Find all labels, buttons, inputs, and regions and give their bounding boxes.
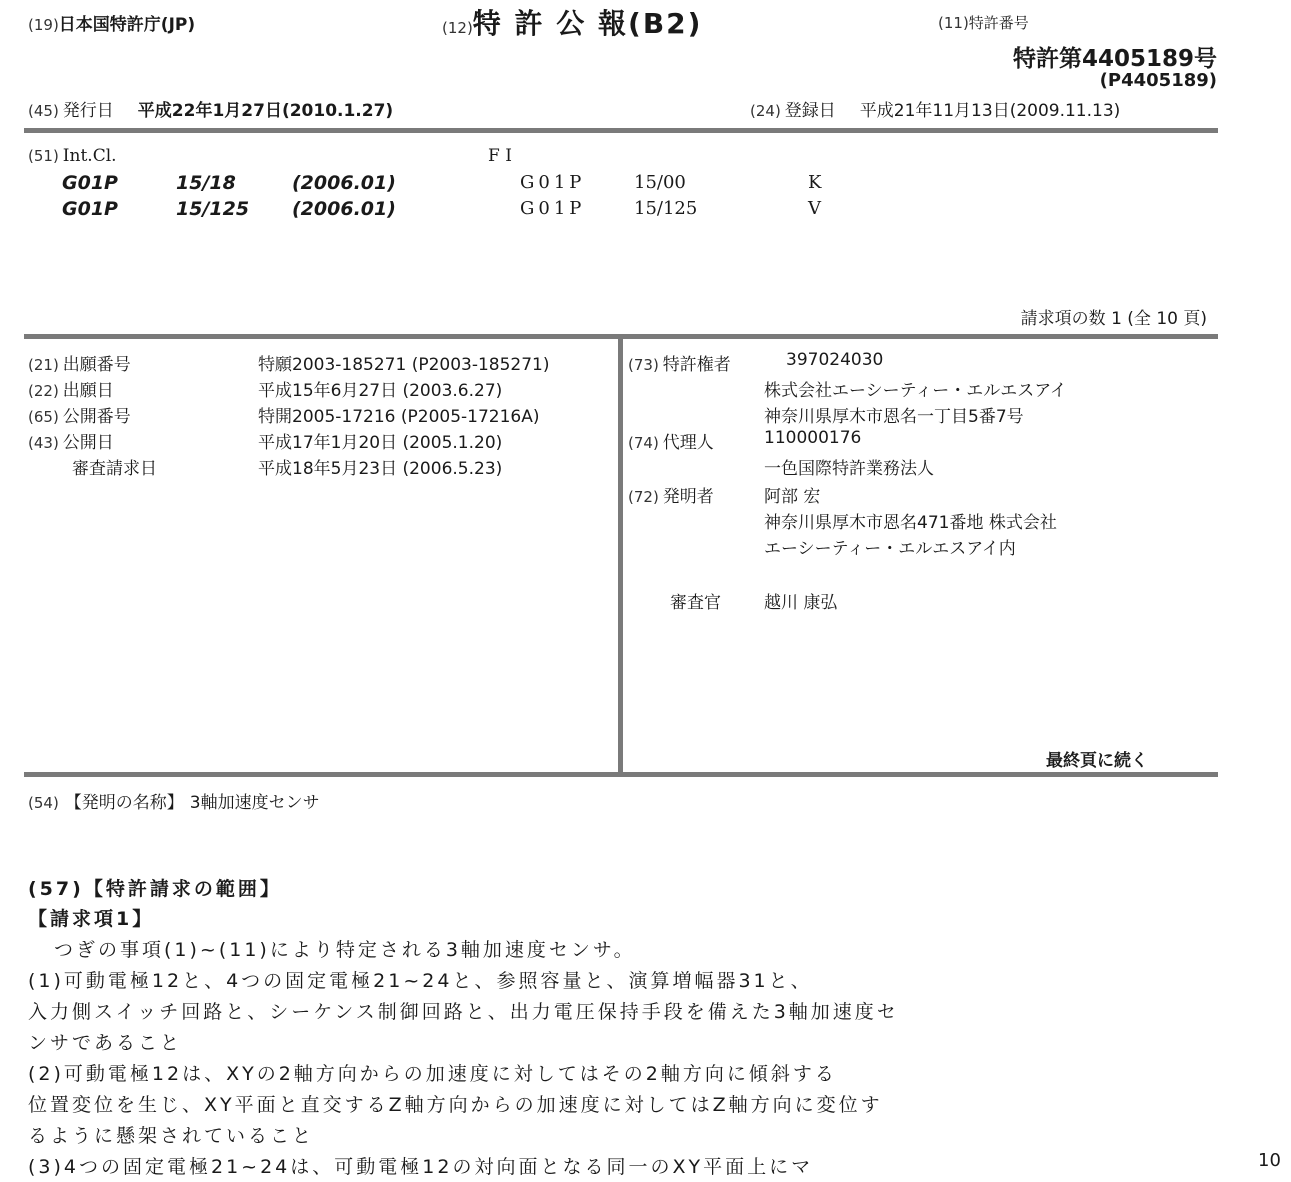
biblio-divider xyxy=(618,336,623,774)
holder-label: 特許権者 xyxy=(662,355,731,375)
intcl-text: Int.Cl. xyxy=(62,146,117,166)
inventor-addr2: エーシーティー・エルエスアイ内 xyxy=(764,539,1016,559)
claim-line-8: (3)4つの固定電極21~24は、可動電極12の対向面となる同一のXY平面上にマ xyxy=(28,1156,814,1178)
left-row-1-value: 特願2003-185271 (P2003-185271) xyxy=(258,355,550,375)
ipc-ver-1: (2006.01) xyxy=(292,172,396,194)
left-row-label: 出願番号 xyxy=(62,355,131,375)
fi-code-1: G01P xyxy=(520,172,586,193)
doc-type-label: 特 許 公 報(B2) xyxy=(472,7,703,40)
fi-group-1: 15/00 xyxy=(634,172,686,193)
patent-number-paren: (P4405189) xyxy=(1099,70,1217,91)
fi-group-2: 15/125 xyxy=(634,198,698,219)
fi-flag-1: K xyxy=(808,172,822,193)
holder-addr: 神奈川県厚木市恩名一丁目5番7号 xyxy=(764,407,1024,427)
left-row-2 xyxy=(28,376,114,401)
ipc-ver-2: (2006.01) xyxy=(292,198,396,220)
left-row-num: (65) xyxy=(28,408,59,426)
ipc-code-2: G01P xyxy=(62,198,118,220)
biblio-bottom-rule xyxy=(24,772,1218,777)
agent-id: 110000176 xyxy=(764,428,862,448)
reg-date-label: 登録日 xyxy=(784,101,836,121)
holder-line xyxy=(628,350,731,375)
left-row-num: (43) xyxy=(28,434,59,452)
issue-date: 平成22年1月27日(2010.1.27) xyxy=(137,101,394,121)
reg-date: 平成21年11月13日(2009.11.13) xyxy=(859,101,1121,121)
examiner-name: 越川 康弘 xyxy=(764,593,838,613)
left-row-2-value: 平成15年6月27日 (2003.6.27) xyxy=(258,381,503,401)
holder-id: 397024030 xyxy=(786,350,884,370)
left-row-5-value: 平成18年5月23日 (2006.5.23) xyxy=(258,459,503,479)
country-line xyxy=(28,10,195,35)
intcl-num: (51) xyxy=(28,147,59,165)
claim-line-1: つぎの事項(1)~(11)により特定される3軸加速度センサ。 xyxy=(54,939,636,961)
claims-heading-num: (57) xyxy=(28,878,84,900)
left-row-label: 出願日 xyxy=(62,381,114,401)
left-row-3 xyxy=(28,402,131,427)
examiner-label: 審査官 xyxy=(670,593,721,613)
holder-name: 株式会社エーシーティー・エルエスアイ xyxy=(764,381,1067,401)
patent-no-label xyxy=(938,12,1029,33)
patent-number: 特許第4405189号 xyxy=(1012,46,1217,72)
reg-date-num: (24) xyxy=(750,102,781,120)
claim-line-4: ンサであること xyxy=(28,1032,183,1054)
left-row-4-value: 平成17年1月20日 (2005.1.20) xyxy=(258,433,503,453)
claim-line-5: (2)可動電極12は、XYの2軸方向からの加速度に対してはその2軸方向に傾斜する xyxy=(28,1063,837,1085)
patent-no-label-text: 特許番号 xyxy=(968,14,1029,32)
fi-label: F I xyxy=(488,146,512,166)
country-num: (19) xyxy=(28,16,59,34)
header-rule xyxy=(24,128,1218,133)
inventor-addr1: 神奈川県厚木市恩名471番地 株式会社 xyxy=(764,513,1057,533)
country: 日本国特許庁(JP) xyxy=(58,15,196,35)
left-row-3-value: 特開2005-17216 (P2005-17216A) xyxy=(258,407,540,427)
issue-date-label: 発行日 xyxy=(62,101,114,121)
issue-date-num: (45) xyxy=(28,102,59,120)
reg-date-line xyxy=(750,96,1120,121)
claim-line-2: (1)可動電極12と、4つの固定電極21~24と、参照容量と、演算増幅器31と、 xyxy=(28,970,813,992)
doc-type-num: (12) xyxy=(442,19,473,37)
intcl-label xyxy=(28,146,117,166)
claim-line-6: 位置変位を生じ、XY平面と直交するZ軸方向からの加速度に対してはZ軸方向に変位す xyxy=(28,1094,883,1116)
title-label: 【発明の名称】 xyxy=(64,793,184,813)
inventor-line xyxy=(628,482,714,507)
claim-line-3: 入力側スイッチ回路と、シーケンス制御回路と、出力電圧保持手段を備えた3軸加速度セ xyxy=(28,1001,899,1023)
ipc-group-2: 15/125 xyxy=(176,198,250,220)
agent-line xyxy=(628,428,714,453)
continued-note: 最終頁に続く xyxy=(1046,751,1148,771)
claim-label: 【請求項1】 xyxy=(28,908,155,930)
ipc-group-1: 15/18 xyxy=(176,172,236,194)
agent-name: 一色国際特許業務法人 xyxy=(764,459,934,479)
fi-code-2: G01P xyxy=(520,198,586,219)
invention-title xyxy=(28,788,320,813)
ipc-code-1: G01P xyxy=(62,172,118,194)
inventor-num: (72) xyxy=(628,488,659,506)
left-row-label: 公開日 xyxy=(62,433,114,453)
left-row-num: (21) xyxy=(28,356,59,374)
holder-num: (73) xyxy=(628,356,659,374)
claims-heading-text: 【特許請求の範囲】 xyxy=(83,878,282,900)
claims-heading xyxy=(28,874,282,901)
fi-flag-2: V xyxy=(808,198,821,219)
left-row-4 xyxy=(28,428,114,453)
left-row-1 xyxy=(28,350,131,375)
title-value: 3軸加速度センサ xyxy=(189,793,320,813)
agent-num: (74) xyxy=(628,434,659,452)
inventor-label: 発明者 xyxy=(662,487,714,507)
agent-label: 代理人 xyxy=(662,433,714,453)
line-number: 10 xyxy=(1258,1150,1281,1171)
inventor-name: 阿部 宏 xyxy=(764,487,821,507)
patent-no-label-num: (11) xyxy=(938,14,969,32)
left-row-5: 審査請求日 xyxy=(72,459,157,479)
claims-count: 請求項の数 1 (全 10 頁) xyxy=(1020,309,1207,329)
issue-date-line xyxy=(28,96,393,121)
left-row-label: 公開番号 xyxy=(62,407,131,427)
title-num: (54) xyxy=(28,794,59,812)
claim-line-7: るように懸架されていること xyxy=(28,1125,315,1147)
doc-type xyxy=(442,2,702,42)
left-row-num: (22) xyxy=(28,382,59,400)
